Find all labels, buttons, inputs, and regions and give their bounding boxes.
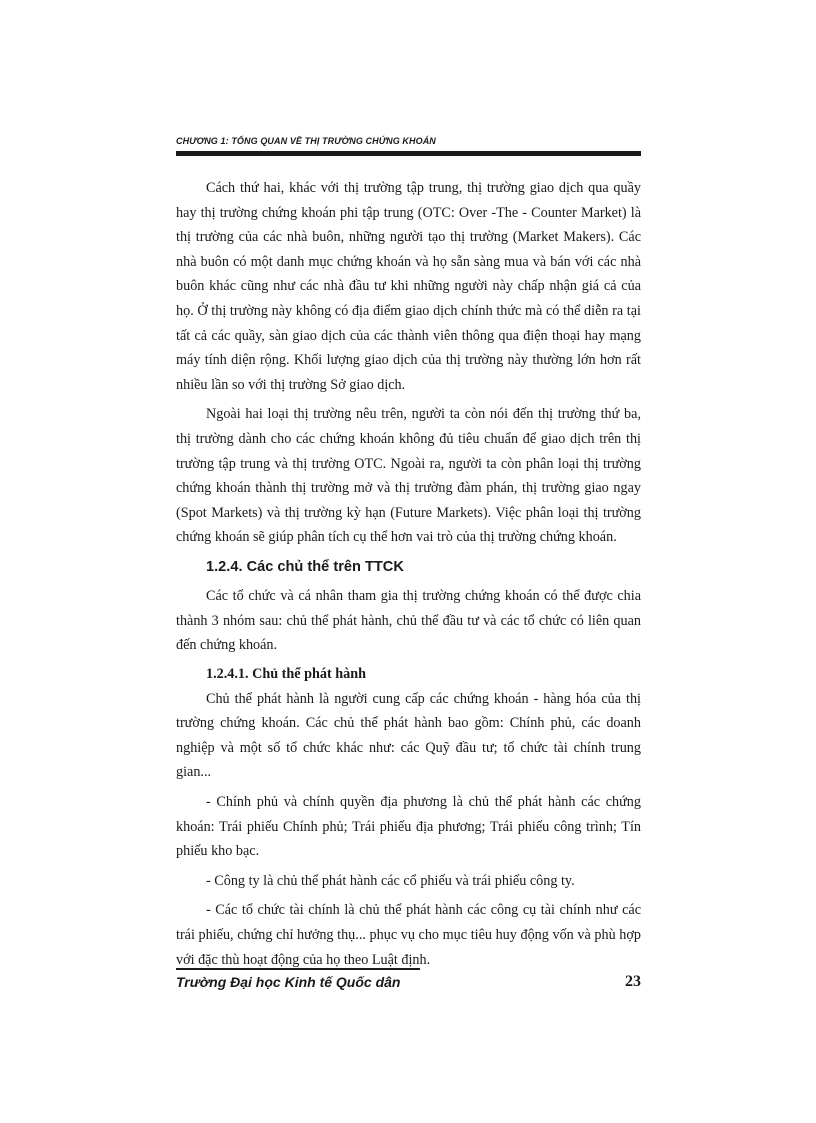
header-rule <box>176 151 641 156</box>
page-number: 23 <box>625 973 641 990</box>
footer-rule <box>176 968 420 970</box>
paragraph-participants: Các tổ chức và cá nhân tham gia thị trường chứng khoán có thể được chia thành 3 nhóm sau: chủ thể phát hành, chủ thể đầu tư và các tổ chức có liên quan đến chứng khoán. <box>176 587 641 654</box>
paragraph-company-issuers: - Công ty là chủ thể phát hành các cổ phiếu và trái phiếu công ty. <box>206 872 575 889</box>
paragraph-financial-issuers: - Các tổ chức tài chính là chủ thể phát hành các công cụ tài chính như các trái phiếu, chứng chỉ hưởng thụ... phục vụ cho mục tiêu huy động vốn và phù hợp với đặc thù hoạt động của họ theo Luật định. <box>176 902 641 968</box>
paragraph-third-market: Ngoài hai loại thị trường nêu trên, người ta còn nói đến thị trường thứ ba, thị trường dành cho các chứng khoán không đủ tiêu chuẩn để giao dịch trên thị trường tập trung và thị trường OTC. Ngoài ra, người ta còn phân loại thị trường chứng khoán thành thị trường mở và thị trường đàm phán, thị trường giao ngay (Spot Markets) và thị trường kỳ hạn (Future Markets). Việc phân loại thị trường chứng khoán sẽ giúp phân tích cụ thể hơn vai trò của thị trường chứng khoán. <box>176 406 641 546</box>
section-heading-1-2-4: 1.2.4. Các chủ thể trên TTCK <box>206 558 404 575</box>
paragraph-government-issuers: - Chính phủ và chính quyền địa phương là chủ thể phát hành các chứng khoán: Trái phiếu Chính phủ; Trái phiếu địa phương; Trái phiếu công trình; Tín phiếu kho bạc. <box>176 794 641 860</box>
subsection-heading-1-2-4-1: 1.2.4.1. Chủ thể phát hành <box>206 665 367 682</box>
running-header: CHƯƠNG 1: TỔNG QUAN VỀ THỊ TRƯỜNG CHỨNG KHOÁN <box>176 136 436 146</box>
paragraph-issuers: Chủ thể phát hành là người cung cấp các chứng khoán - hàng hóa của thị trường chứng khoán. Các chủ thể phát hành bao gồm: Chính phủ, các doanh nghiệp và một số tổ chức khác như: các Quỹ đầu tư; tổ chức tài chính trung gian... <box>176 690 641 781</box>
paragraph-otc-market: Cách thứ hai, khác với thị trường tập trung, thị trường giao dịch qua quầy hay thị trường chứng khoán phi tập trung (OTC: Over -The - Counter Market) là thị trường của các nhà buôn, những người tạo thị trường (Market Makers). Các nhà buôn có một danh mục chứng khoán và họ sẵn sàng mua và bán với các nhà buôn khác cũng như các nhà đầu tư khi những người này chấp nhận giá cả của họ. Ở thị trường này không có địa điểm giao dịch chính thức mà có thể diễn ra tại tất cả các quầy, sàn giao dịch của các thành viên thông qua điện thoại hay mạng máy tính diện rộng. Khối lượng giao dịch của thị trường này thường lớn hơn rất nhiều lần so với thị trường Sở giao dịch. <box>176 180 641 393</box>
footer-institution: Trường Đại học Kinh tế Quốc dân <box>176 974 401 990</box>
body-text <box>176 176 641 977</box>
